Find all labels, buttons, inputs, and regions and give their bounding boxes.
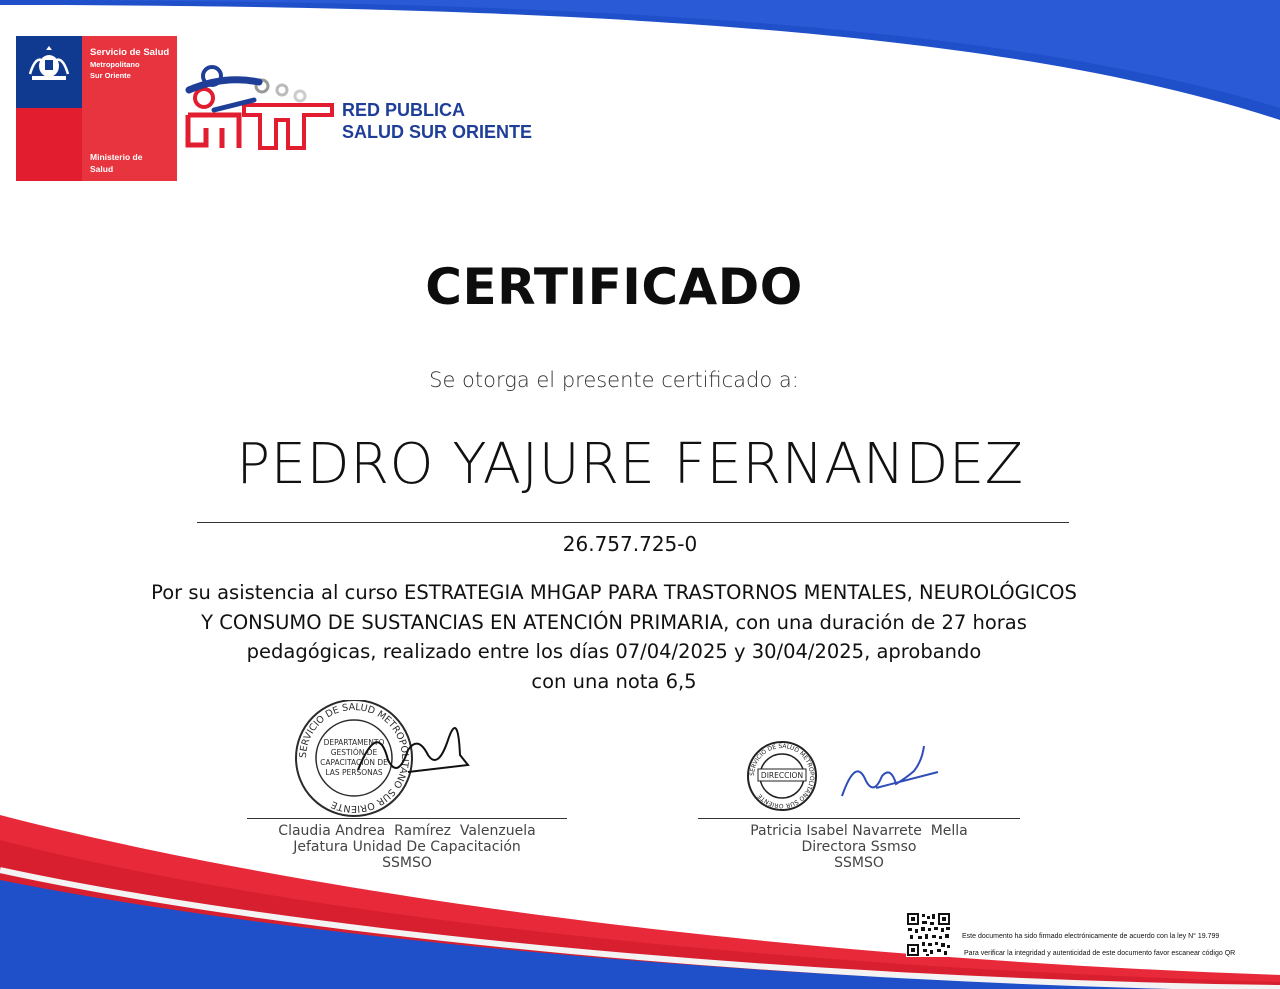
granted-text: Se otorga el presente certificado a:: [429, 368, 799, 392]
signer1-name: Claudia Andrea Ramírez Valenzuela: [278, 823, 536, 839]
name-underline: [197, 522, 1069, 523]
stamp2-ring-text: SERVICIO DE SALUD METROPOLITANO SUR ORIENTE: [748, 742, 816, 810]
gov-logo-blue-block: [16, 36, 82, 108]
body-line-1: Por su asistencia al curso ESTRATEGIA MHGAP PARA TRASTORNOS MENTALES, NEUROLÓGICOS: [151, 581, 1077, 604]
signer2-org: SSMSO: [834, 855, 884, 871]
stamp1-center-line4: LAS PERSONAS: [325, 768, 383, 777]
stamp-direccion: [746, 736, 942, 814]
gov-ministry-label1: Ministerio de: [90, 152, 143, 162]
gov-service-sub2: Sur Oriente: [90, 71, 131, 80]
signature-line-1: [247, 818, 567, 819]
gov-ministry-label2: Salud: [90, 164, 114, 174]
body-line-3: pedagógicas, realizado entre los días 07/04/2025 y 30/04/2025, aprobando: [246, 640, 982, 663]
signature-line-2: [698, 818, 1020, 819]
signature-block-1: [247, 818, 567, 871]
people-network-icon: [184, 60, 339, 155]
stamp-capacitacion: [288, 700, 478, 820]
stamp1-center-line1: DEPARTAMENTO: [323, 738, 385, 747]
red-publica-line1: RED PUBLICA: [342, 100, 466, 120]
signature-block-2: [698, 818, 1020, 871]
gov-service-sub1: Metropolitano: [90, 60, 140, 69]
signature-scribble-2: [842, 746, 938, 796]
stamp1-ring-text: SERVICIO DE SALUD METROPOLITANO SUR ORIENTE: [297, 701, 411, 815]
government-logo: [16, 36, 177, 181]
signer1-org: SSMSO: [382, 855, 432, 871]
red-publica-logo: [184, 60, 554, 155]
stamp2-center: DIRECCION: [760, 771, 804, 780]
body-line-4: con una nota 6,5: [531, 669, 697, 693]
signer2-name: Patricia Isabel Navarrete Mella: [750, 823, 968, 839]
legal-notice-signature: Este documento ha sido firmado electrónicamente de acuerdo con la ley N° 19.799: [962, 933, 1220, 940]
recipient-name: PEDRO YAJURE FERNANDEZ: [236, 432, 1024, 497]
qr-code[interactable]: [906, 912, 951, 957]
gov-logo-red-block-left: [16, 108, 82, 181]
stamp1-center-line2: GESTIÓN DE: [330, 748, 378, 757]
coat-of-arms-icon: [26, 44, 72, 84]
certificate-body: [100, 578, 1128, 696]
red-publica-line2: SALUD SUR ORIENTE: [342, 122, 533, 142]
signer1-role: Jefatura Unidad De Capacitación: [293, 839, 521, 855]
body-line-2: Y CONSUMO DE SUSTANCIAS EN ATENCIÓN PRIMARIA, con una duración de 27 horas: [201, 610, 1027, 634]
gov-service-label: Servicio de Salud: [90, 47, 170, 58]
legal-notice-verify: Para verificar la integridad y autenticidad de este documento favor escanear código QR: [964, 950, 1236, 957]
recipient-rut: 26.757.725-0: [562, 532, 698, 556]
stamp1-center-line3: CAPACITACIÓN DE: [320, 758, 388, 767]
certificate-title: CERTIFICADO: [425, 258, 803, 316]
signer2-role: Directora Ssmso: [801, 839, 917, 855]
